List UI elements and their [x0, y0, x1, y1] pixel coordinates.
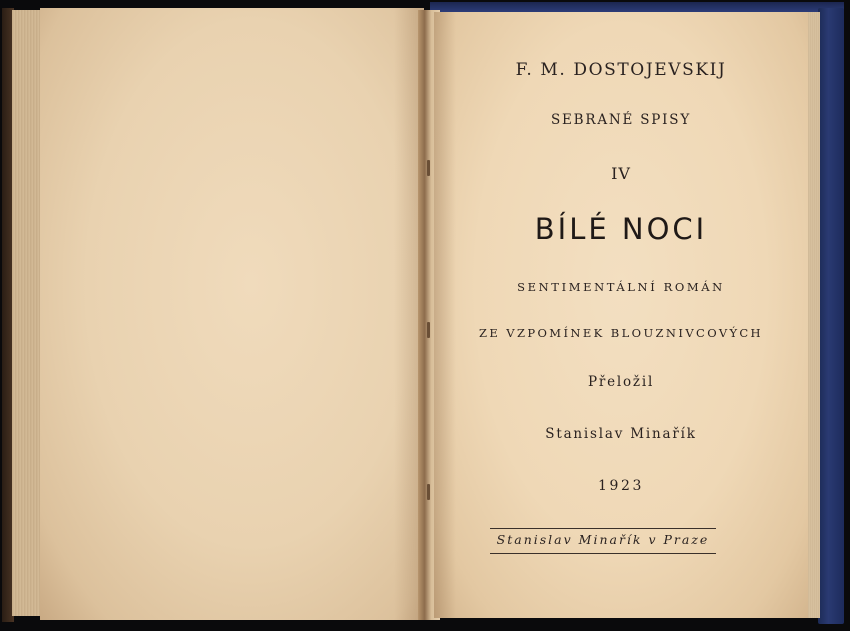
author-name: F. M. DOSTOJEVSKIJ	[515, 60, 727, 80]
subtitle-line-2: ZE VZPOMÍNEK BLOUZNIVCOVÝCH	[479, 326, 763, 340]
book-title: BÍLÉ NOCI	[534, 212, 708, 246]
publisher-imprint	[490, 528, 716, 554]
translator-name: Stanislav Minařík	[545, 426, 697, 442]
page-stack-left	[12, 10, 42, 616]
blank-left-page	[40, 8, 424, 620]
publisher-name: Stanislav Minařík v Praze	[496, 532, 710, 547]
series-name: SEBRANÉ SPISY	[550, 112, 692, 128]
volume-number: IV	[611, 164, 631, 183]
subtitle-line-1: SENTIMENTÁLNÍ ROMÁN	[517, 280, 725, 294]
binding-thread	[427, 160, 430, 176]
binding-thread	[427, 322, 430, 338]
page-stack-right	[806, 12, 820, 618]
title-page	[434, 12, 808, 618]
binding-thread	[427, 484, 430, 500]
translated-by-label: Přeložil	[587, 374, 655, 390]
book-cover-top-edge	[430, 2, 844, 12]
publication-year: 1923	[597, 478, 645, 494]
book-cover-right-edge	[818, 8, 844, 624]
